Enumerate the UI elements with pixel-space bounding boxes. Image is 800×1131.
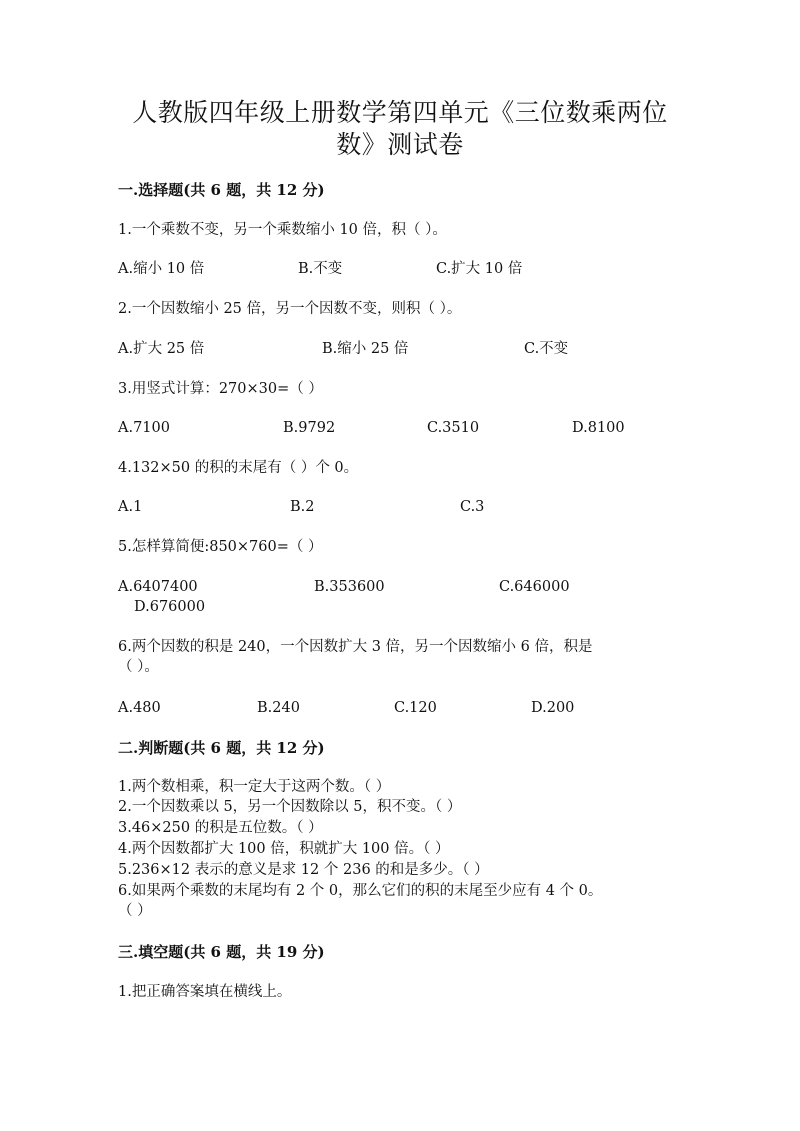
question-5-option-c: C.646000 (499, 579, 570, 595)
page-title-line-2: 数》测试卷 (336, 130, 464, 159)
true-false-item-3: 3.46×250 的积是五位数。（ ） (118, 820, 323, 836)
question-6-line-2: （ ）。 (118, 659, 159, 675)
question-4-option-a: A.1 (118, 499, 143, 515)
question-6-option-b: B.240 (257, 700, 300, 716)
question-5-option-b: B.353600 (314, 579, 385, 595)
question-6-option-d: D.200 (531, 700, 575, 716)
true-false-item-6: 6.如果两个乘数的末尾均有 2 个 0，那么它们的积的末尾至少应有 4 个 0。 (118, 883, 603, 899)
question-3-option-b: B.9792 (283, 420, 336, 436)
question-2-option-c: C.不变 (524, 341, 569, 357)
true-false-item-6-continued: （ ） (118, 903, 152, 919)
question-1-option-c: C.扩大 10 倍 (436, 261, 523, 277)
question-1: 1.一个乘数不变，另一个乘数缩小 10 倍，积（ ）。 (118, 222, 447, 238)
question-1-option-b: B.不变 (298, 261, 343, 277)
question-3-option-c: C.3510 (427, 420, 480, 436)
question-2: 2.一个因数缩小 25 倍，另一个因数不变，则积（ ）。 (118, 301, 462, 317)
question-4: 4.132×50 的积的末尾有（ ）个 0。 (118, 460, 359, 476)
question-3-option-d: D.8100 (572, 420, 625, 436)
question-5-option-d: D.676000 (134, 599, 206, 615)
page-title-line-1: 人教版四年级上册数学第四单元《三位数乘两位 (132, 98, 668, 127)
question-3: 3.用竖式计算：270×30=（ ） (118, 381, 323, 397)
question-4-option-c: C.3 (460, 499, 485, 515)
question-2-option-a: A.扩大 25 倍 (118, 341, 205, 357)
question-5: 5.怎样算简便:850×760=（ ） (118, 539, 323, 555)
true-false-item-5: 5.236×12 表示的意义是求 12 个 236 的和是多少。（ ） (118, 862, 489, 878)
section-heading-fill-in-blank: 三.填空题(共 6 题，共 19 分) (118, 943, 325, 961)
question-5-option-a: A.6407400 (118, 579, 198, 595)
section-heading-multiple-choice: 一.选择题(共 6 题，共 12 分) (118, 181, 325, 199)
question-6-line-1: 6.两个因数的积是 240，一个因数扩大 3 倍，另一个因数缩小 6 倍，积是 (118, 639, 593, 655)
question-2-option-b: B.缩小 25 倍 (322, 341, 409, 357)
question-6-option-c: C.120 (394, 700, 437, 716)
question-1-option-a: A.缩小 10 倍 (118, 261, 205, 277)
question-4-option-b: B.2 (290, 499, 315, 515)
fill-in-item-1: 1.把正确答案填在横线上。 (118, 984, 292, 1000)
true-false-item-2: 2.一个因数乘以 5，另一个因数除以 5，积不变。（ ） (118, 799, 462, 815)
true-false-item-4: 4.两个因数都扩大 100 倍，积就扩大 100 倍。（ ） (118, 841, 450, 857)
question-6-option-a: A.480 (118, 700, 161, 716)
section-heading-true-false: 二.判断题(共 6 题，共 12 分) (118, 739, 325, 757)
true-false-item-1: 1.两个数相乘，积一定大于这两个数。（ ） (118, 779, 391, 795)
question-3-option-a: A.7100 (118, 420, 170, 436)
